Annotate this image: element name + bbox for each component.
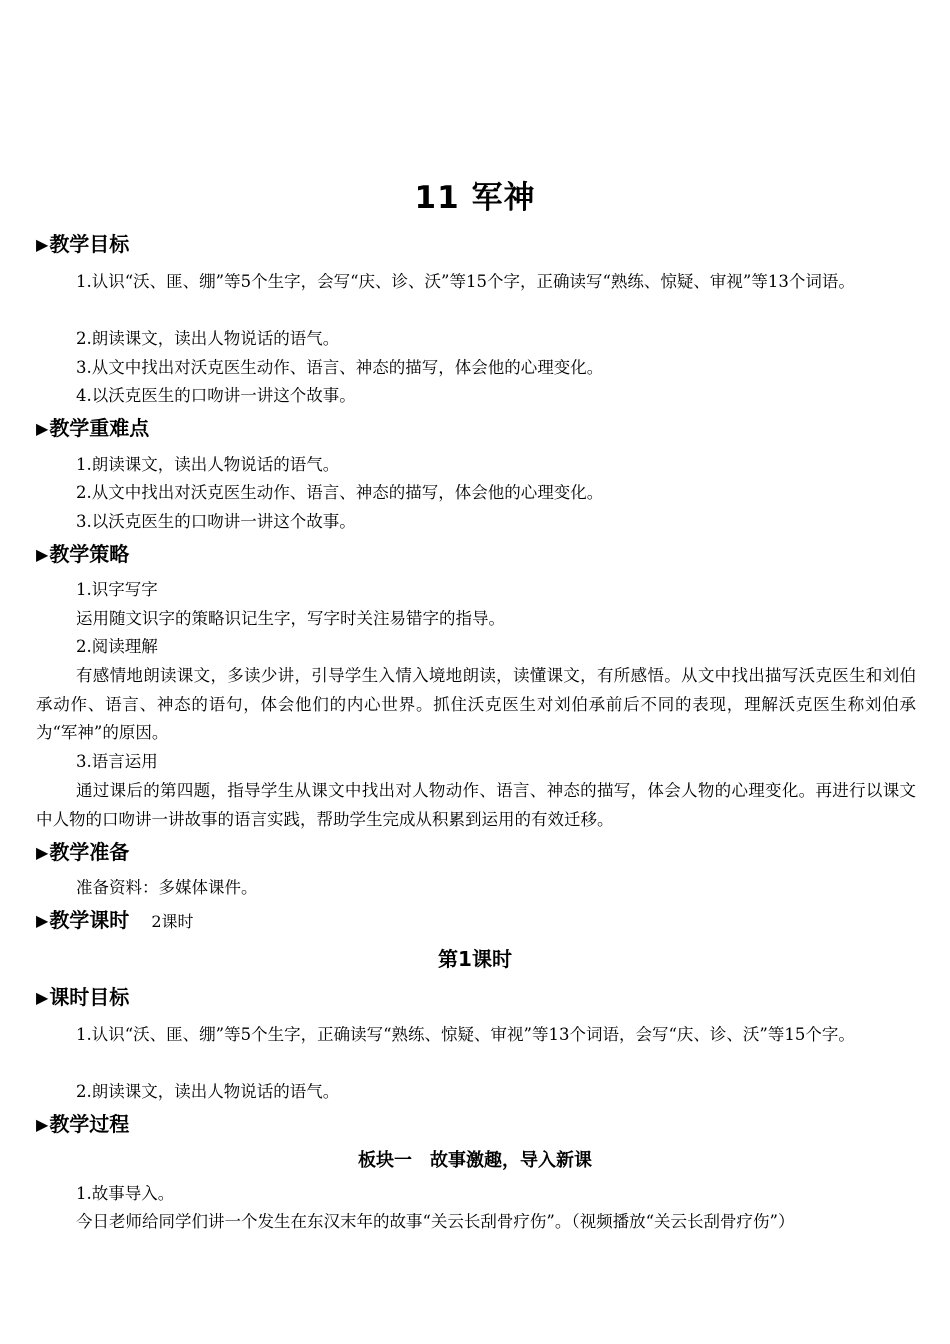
section-heading-strategy: ▶教学策略 bbox=[36, 542, 130, 566]
key-point-item: 3.以沃克医生的口吻讲一讲这个故事。 bbox=[76, 512, 356, 531]
key-point-item: 1.朗读课文，读出人物说话的语气。 bbox=[76, 455, 340, 474]
process-item: 今日老师给同学们讲一个发生在东汉末年的故事“关云长刮骨疗伤”。（视频播放“关云长刮骨疗伤”） bbox=[76, 1212, 795, 1231]
strategy-item: 3.语言运用 bbox=[76, 752, 158, 771]
section-heading-key-points: ▶教学重难点 bbox=[36, 416, 150, 440]
preparation-item: 准备资料：多媒体课件。 bbox=[76, 878, 258, 897]
goal-item: 2.朗读课文，读出人物说话的语气。 bbox=[76, 329, 340, 348]
section-heading-hours: ▶教学课时 2课时 bbox=[36, 908, 194, 932]
period-goal-item: 2.朗读课文，读出人物说话的语气。 bbox=[76, 1082, 340, 1101]
section-heading-preparation: ▶教学准备 bbox=[36, 840, 130, 864]
strategy-item: 有感情地朗读课文，多读少讲，引导学生入情入境地朗读，读懂课文，有所感悟。从文中找出描写沃克医生和刘伯承动作、语言、神态的语句，体会他们的内心世界。抓住沃克医生对刘伯承前后不同的表现，理解沃克医生称刘伯承为“军神”的原因。 bbox=[36, 666, 916, 742]
strategy-item: 1.识字写字 bbox=[76, 580, 158, 599]
period-goal-item: 1.认识“沃、匪、绷”等5个生字，正确读写“熟练、惊疑、审视”等13个词语，会写“庆、诊、沃”等15个字。 bbox=[76, 1025, 855, 1044]
triangle-marker-icon: ▶ bbox=[36, 911, 49, 930]
process-item: 1.故事导入。 bbox=[76, 1184, 175, 1203]
hours-value: 2课时 bbox=[151, 912, 194, 931]
lesson-title: 11 军神 bbox=[414, 180, 536, 216]
strategy-item: 运用随文识字的策略识记生字，写字时关注易错字的指导。 bbox=[76, 609, 505, 628]
goal-item: 1.认识“沃、匪、绷”等5个生字，会写“庆、诊、沃”等15个字，正确读写“熟练、惊疑、审视”等13个词语。 bbox=[76, 272, 855, 291]
key-point-item: 2.从文中找出对沃克医生动作、语言、神态的描写，体会他的心理变化。 bbox=[76, 483, 604, 502]
strategy-item: 通过课后的第四题，指导学生从课文中找出对人物动作、语言、神态的描写，体会人物的心理变化。再进行以课文中人物的口吻讲一讲故事的语言实践，帮助学生完成从积累到运用的有效迁移。 bbox=[36, 781, 916, 829]
triangle-marker-icon: ▶ bbox=[36, 843, 49, 862]
triangle-marker-icon: ▶ bbox=[36, 419, 49, 438]
triangle-marker-icon: ▶ bbox=[36, 545, 49, 564]
goal-item: 3.从文中找出对沃克医生动作、语言、神态的描写，体会他的心理变化。 bbox=[76, 358, 604, 377]
section-heading-period-goals: ▶课时目标 bbox=[36, 985, 130, 1009]
goal-item: 4.以沃克医生的口吻讲一讲这个故事。 bbox=[76, 386, 356, 405]
triangle-marker-icon: ▶ bbox=[36, 235, 49, 254]
triangle-marker-icon: ▶ bbox=[36, 1115, 49, 1134]
strategy-item: 2.阅读理解 bbox=[76, 637, 158, 656]
lesson-period-heading: 第1课时 bbox=[438, 947, 512, 971]
block-title: 板块一 故事激趣，导入新课 bbox=[358, 1150, 592, 1171]
section-heading-goals: ▶教学目标 bbox=[36, 232, 130, 256]
triangle-marker-icon: ▶ bbox=[36, 988, 49, 1007]
section-heading-process: ▶教学过程 bbox=[36, 1112, 130, 1136]
